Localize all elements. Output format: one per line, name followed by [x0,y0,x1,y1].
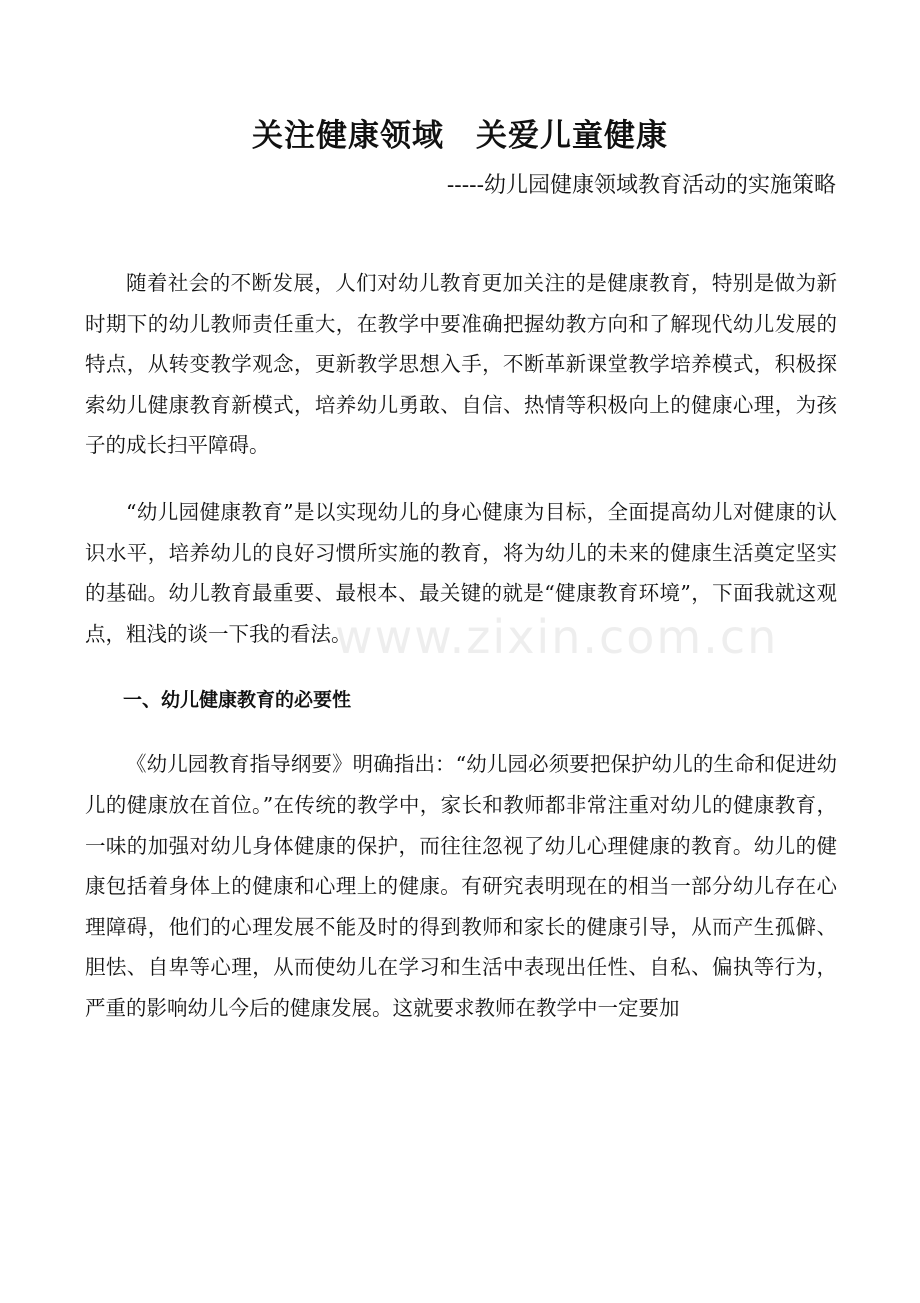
paragraph-definition: “幼儿园健康教育”是以实现幼儿的身心健康为目标，全面提高幼儿对健康的认识水平，培养幼儿的良好习惯所实施的教育，将为幼儿的未来的健康生活奠定坚实的基础。幼儿教育最重要、最根本、最关键的就是“健康教育环境”，下面我就这观点，粗浅的谈一下我的看法。 [85,499,837,646]
paragraph-section-1: 《幼儿园教育指导纲要》明确指出：“幼儿园必须要把保护幼儿的生命和促进幼儿的健康放在首位。”在传统的教学中，家长和教师都非常注重对幼儿的健康教育，一味的加强对幼儿身体健康的保护，而往往忽视了幼儿心理健康的教育。幼儿的健康包括着身体上的健康和心理上的健康。有研究表明现在的相当一部分幼儿存在心理障碍，他们的心理发展不能及时的得到教师和家长的健康引导，从而产生孤僻、胆怯、自卑等心理，从而使幼儿在学习和生活中表现出任性、自私、偏执等行为，严重的影响幼儿今后的健康发展。这就要求教师在教学中一定要加 [85,752,837,1020]
section-heading: 一、幼儿健康教育的必要性 [123,689,352,712]
paragraph-intro: 随着社会的不断发展，人们对幼儿教育更加关注的是健康教育，特别是做为新时期下的幼儿教师责任重大，在教学中要准确把握幼教方向和了解现代幼儿发展的特点，从转变教学观念，更新教学思想入手，不断革新课堂教学培养模式，积极探索幼儿健康教育新模式，培养幼儿勇敢、自信、热情等积极向上的健康心理，为孩子的成长扫平障碍。 [85,271,837,458]
document-body [85,263,837,1055]
document-title: 关注健康领域 关爱儿童健康 [252,118,668,154]
document-subtitle: -----幼儿园健康领域教育活动的实施策略 [446,173,836,198]
watermark: www.zixin.com.cn [335,610,779,664]
